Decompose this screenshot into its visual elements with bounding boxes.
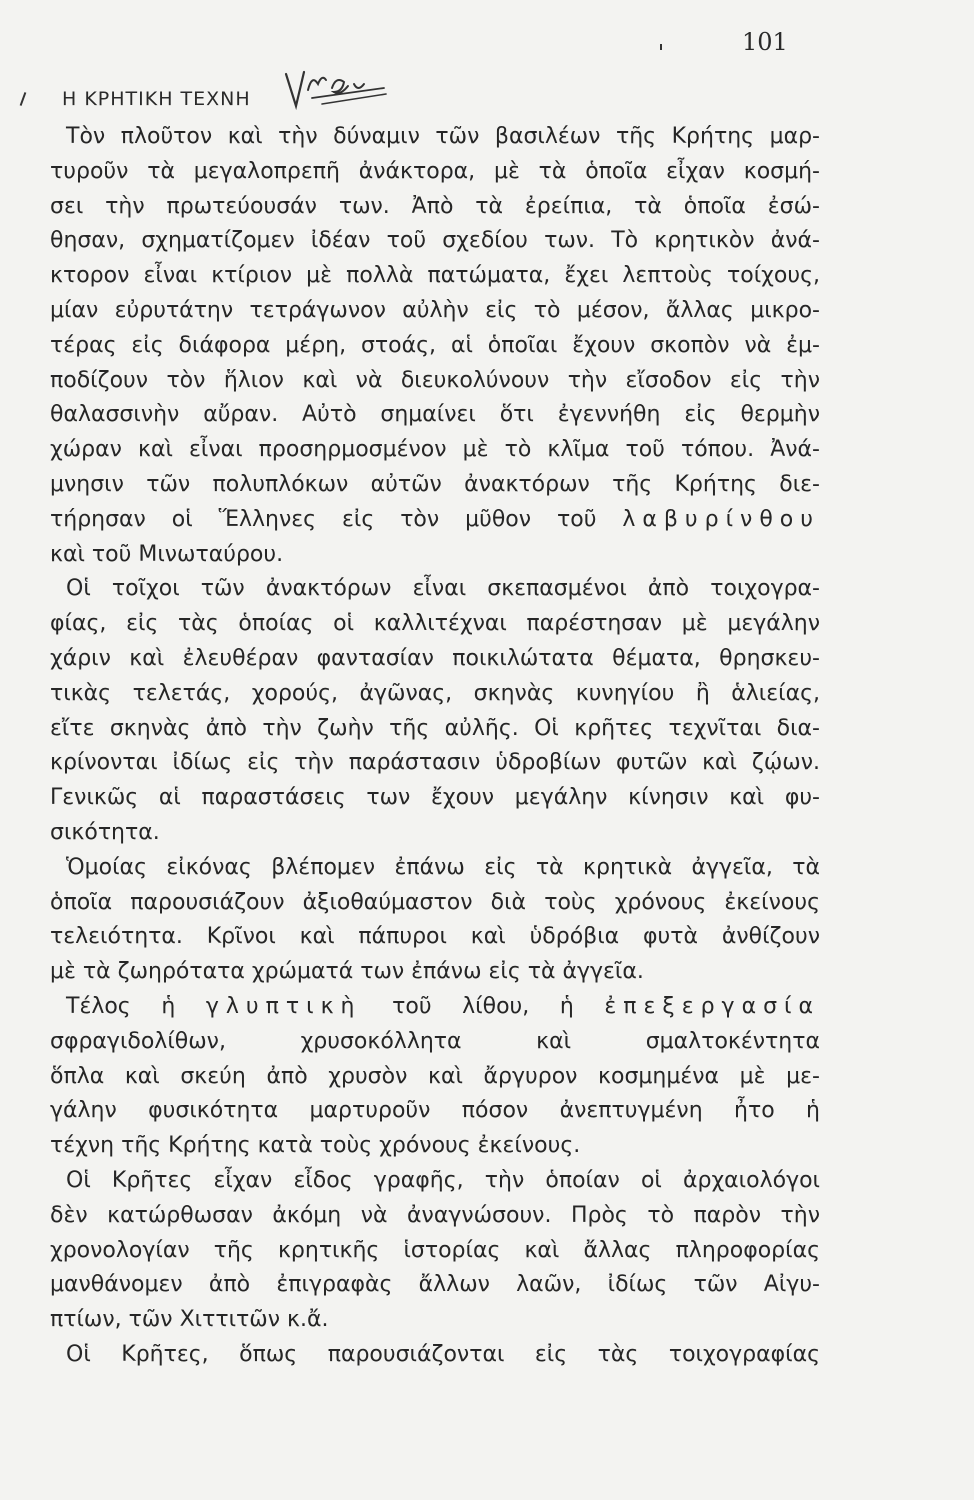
text-line-with-spaced-words (50, 990, 820, 1025)
text-line: μίαν εὐρυτάτην τετράγωνον αὐλὴν εἰς τὸ μέσον, ἄλλας μικρο- (50, 297, 820, 323)
text-line: Οἱ τοῖχοι τῶν ἀνακτόρων εἶναι σκεπασμένοι ἀπὸ τοιχογρα- (66, 576, 820, 602)
page-number: 101 (742, 28, 788, 56)
text-line: θησαν, σχηματίζομεν ἰδέαν τοῦ σχεδίου των. Τὸ κρητικὸν ἀνά- (50, 228, 820, 254)
text-line: Οἱ Κρῆτες, ὅπως παρουσιάζονται εἰς τὰς τοιχογραφίας (66, 1341, 820, 1367)
text-line: γάλην φυσικότητα μαρτυροῦν πόσον ἀνεπτυγμένη ἦτο ἡ (50, 1098, 820, 1124)
text-fragment: τήρησαν οἱ Ἕλληνες εἰς τὸν μῦθον τοῦ (50, 506, 597, 532)
text-line: τικὰς τελετάς, χορούς, ἀγῶνας, σκηνὰς κυνηγίου ἢ ἁλιείας, (50, 680, 820, 706)
body-text (50, 120, 820, 1373)
text-line: τέχνη τῆς Κρήτης κατὰ τοὺς χρόνους ἐκείνους. (50, 1133, 581, 1159)
text-line: πτίων, τῶν Χιττιτῶν κ.ἄ. (50, 1307, 329, 1333)
margin-tick-mark (660, 44, 662, 50)
text-line: δὲν κατώρθωσαν ἀκόμη νὰ ἀναγνώσουν. Πρὸς τὸ παρὸν τὴν (50, 1202, 820, 1228)
text-line: σει τὴν πρωτεύουσάν των. Ἀπὸ τὰ ἐρείπια, τὰ ὁποῖα ἐσώ- (50, 193, 820, 219)
chapter-title: Η ΚΡΗΤΙΚΗ ΤΕΧΝΗ (62, 88, 251, 110)
text-line: τυροῦν τὰ μεγαλοπρεπῆ ἀνάκτορα, μὲ τὰ ὁποῖα εἶχαν κοσμή- (50, 158, 820, 184)
text-line: σικότητα. (50, 819, 160, 845)
text-line: φίας, εἰς τὰς ὁποίας οἱ καλλιτέχναι παρέστησαν μὲ μεγάλην (50, 611, 820, 637)
text-line: χάριν καὶ ἐλευθέραν φαντασίαν ποικιλώτατα θέματα, θρησκευ- (50, 645, 820, 671)
text-line: σφραγιδολίθων, χρυσοκόλλητα καὶ σμαλτοκέντητα (50, 1028, 820, 1054)
text-line: τελειότητα. Κρῖνοι καὶ πάπυροι καὶ ὑδρόβια φυτὰ ἀνθίζουν (50, 924, 820, 950)
margin-pencil-mark (20, 92, 27, 106)
spaced-word: λαβυρίνθου (622, 506, 820, 532)
text-line: κρίνονται ἰδίως εἰς τὴν παράστασιν ὑδροβίων φυτῶν καὶ ζῴων. (50, 750, 820, 776)
text-line: χώραν καὶ εἶναι προσηρμοσμένον μὲ τὸ κλῖμα τοῦ τόπου. Ἀνά- (50, 437, 820, 463)
text-line: μνησιν τῶν πολυπλόκων αὐτῶν ἀνακτόρων τῆς Κρήτης διε- (50, 471, 820, 497)
text-line: ποδίζουν τὸν ἥλιον καὶ νὰ διευκολύνουν τὴν εἴσοδον εἰς τὴν (50, 367, 820, 393)
text-line: Οἱ Κρῆτες εἶχαν εἶδος γραφῆς, τὴν ὁποίαν οἱ ἀρχαιολόγοι (66, 1167, 820, 1193)
handwritten-annotation-icon (282, 52, 392, 112)
text-line: κτορον εἶναι κτίριον μὲ πολλὰ πατώματα, ἔχει λεπτοὺς τοίχους, (50, 263, 820, 289)
text-line: μανθάνομεν ἀπὸ ἐπιγραφὰς ἄλλων λαῶν, ἰδίως τῶν Αἰγυ- (50, 1272, 820, 1298)
text-line: μὲ τὰ ζωηρότατα χρώματά των ἐπάνω εἰς τὰ ἀγγεῖα. (50, 959, 644, 985)
text-line: ὁποῖα παρουσιάζουν ἀξιοθαύμαστον διὰ τοὺς χρόνους ἐκείνους (50, 889, 820, 915)
text-line-with-spaced-word (50, 503, 820, 538)
text-line: Τὸν πλοῦτον καὶ τὴν δύναμιν τῶν βασιλέων τῆς Κρήτης μαρ- (66, 124, 820, 149)
text-line: Γενικῶς αἱ παραστάσεις των ἔχουν μεγάλην κίνησιν καὶ φυ- (50, 785, 820, 811)
text-fragment: Τέλος ἡ (66, 993, 176, 1019)
text-fragment: τοῦ λίθου, ἡ (392, 993, 574, 1019)
text-line: καὶ τοῦ Μινωταύρου. (50, 541, 284, 567)
text-line: εἴτε σκηνὰς ἀπὸ τὴν ζωὴν τῆς αὐλῆς. Οἱ κρῆτες τεχνῖται δια- (50, 715, 820, 741)
text-line: χρονολογίαν τῆς κρητικῆς ἱστορίας καὶ ἄλλας πληροφορίας (50, 1237, 820, 1263)
text-line: ὅπλα καὶ σκεύη ἀπὸ χρυσὸν καὶ ἄργυρον κοσμημένα μὲ με- (50, 1063, 820, 1089)
text-line: τέρας εἰς διάφορα μέρη, στοάς, αἱ ὁποῖαι ἔχουν σκοπὸν νὰ ἐμ- (50, 332, 820, 358)
spaced-word: ἐπεξεργασία (604, 993, 820, 1019)
text-line: Ὁμοίας εἰκόνας βλέπομεν ἐπάνω εἰς τὰ κρητικὰ ἀγγεῖα, τὰ (66, 854, 820, 880)
text-line: θαλασσινὴν αὔραν. Αὐτὸ σημαίνει ὅτι ἐγεννήθη εἰς θερμὴν (50, 402, 820, 428)
spaced-word: γλυπτικὴ (205, 993, 362, 1019)
